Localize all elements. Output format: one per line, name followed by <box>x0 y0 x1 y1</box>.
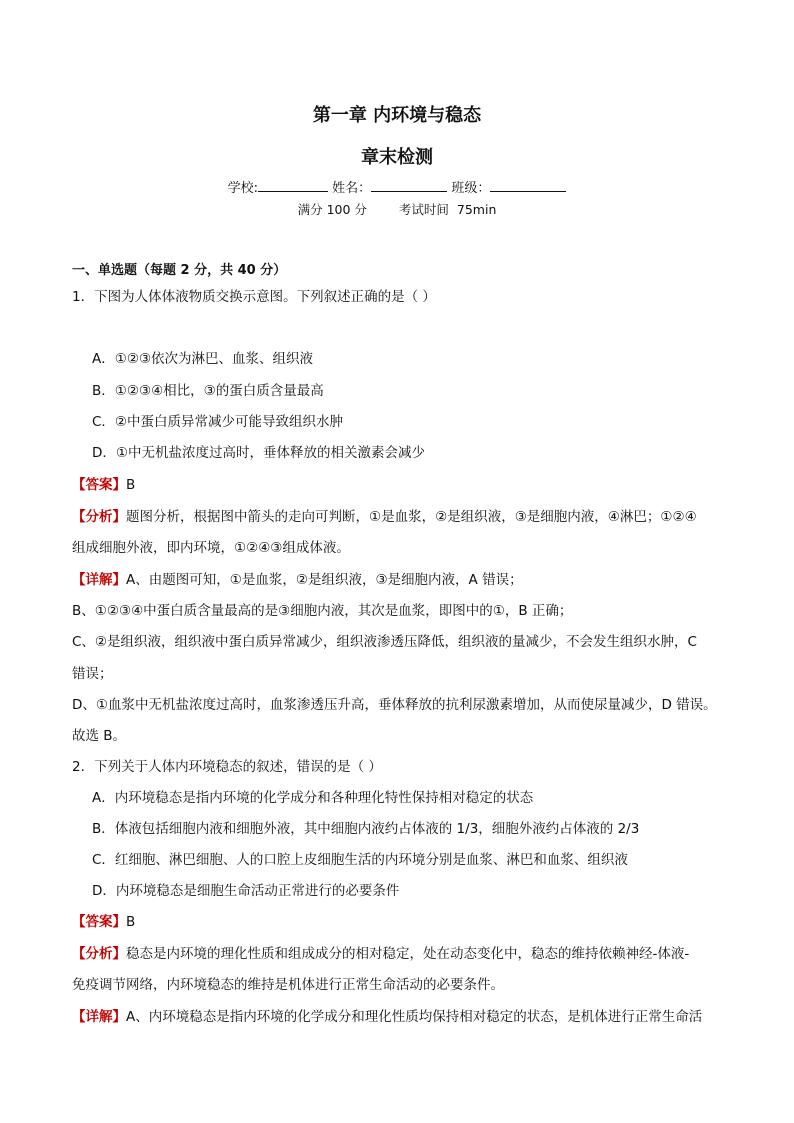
q2-answer-tag: 【答案】 <box>72 914 126 930</box>
q2-answer-value: B <box>126 914 136 930</box>
time-value: 75min <box>456 202 497 217</box>
q1-analysis-tag: 【分析】 <box>72 509 126 525</box>
q1-detail-line-1: A、由题图可知，①是血浆，②是组织液，③是细胞内液，A 错误； <box>126 572 523 588</box>
q2-detail-line-1: A、内环境稳态是指内环境的化学成分和理化性质均保持相对稳定的状态，是机体进行正常生命活 <box>126 1009 703 1025</box>
q1-detail-line-3: C、②是组织液，组织液中蛋白质异常减少，组织液渗透压降低，组织液的量减少，不会发生组织水肿，C <box>72 634 697 650</box>
class-blank <box>490 178 566 192</box>
q2-analysis-text-2: 免疫调节网络，内环境稳态的维持是机体进行正常生命活动的必要条件。 <box>72 977 504 993</box>
q1-analysis-text-1: 题图分析，根据图中箭头的走向可判断，①是血浆，②是组织液，③是细胞内液，④淋巴；①②④ <box>126 509 697 525</box>
name-label: 姓名： <box>332 181 372 196</box>
q2-analysis-tag: 【分析】 <box>72 946 126 962</box>
q1-answer-tag: 【答案】 <box>72 477 126 493</box>
q2-analysis <box>72 945 689 963</box>
class-label: 班级： <box>451 181 491 196</box>
q1-detail-tag: 【详解】 <box>72 572 126 588</box>
q1-detail-line-5: D、①血浆中无机盐浓度过高时，血浆渗透压升高，垂体释放的抗利尿激素增加，从而使尿量减少，D 错误。 <box>72 697 717 713</box>
q2-option-b: B．体液包括细胞内液和细胞外液，其中细胞内液约占体液的 1/3，细胞外液约占体液的 2/3 <box>92 821 640 837</box>
time-label: 考试时间 <box>398 202 449 217</box>
q1-analysis-text-2: 组成细胞外液，即内环境，①②④③组成体液。 <box>72 540 350 556</box>
page-subtitle: 章末检测 <box>361 147 433 168</box>
q1-detail-line-2: B、①②③④中蛋白质含量最高的是③细胞内液，其次是血浆，即图中的①，B 正确； <box>72 603 573 619</box>
section-heading: 一、单选题（每题 2 分，共 40 分） <box>72 263 287 278</box>
q2-option-d: D．内环境稳态是细胞生命活动正常进行的必要条件 <box>92 883 400 899</box>
q1-option-b: B．①②③④相比，③的蛋白质含量最高 <box>92 383 324 399</box>
q2-analysis-text-1: 稳态是内环境的理化性质和组成成分的相对稳定，处在动态变化中，稳态的维持依赖神经-体液- <box>126 946 690 962</box>
q1-detail-line-4: 错误； <box>72 666 113 682</box>
q1-conclusion: 故选 B。 <box>72 728 127 744</box>
q1-analysis <box>72 508 697 526</box>
q2-answer <box>72 913 135 931</box>
q1-answer <box>72 476 135 494</box>
q1-option-a: A．①②③依次为淋巴、血浆、组织液 <box>92 351 314 367</box>
question-2-stem: 2．下列关于人体内环境稳态的叙述，错误的是（ ） <box>72 759 382 775</box>
name-blank <box>371 178 447 192</box>
q1-answer-value: B <box>126 477 136 493</box>
school-label: 学校: <box>227 181 259 196</box>
school-blank <box>258 178 328 192</box>
student-info-row <box>0 178 794 198</box>
exam-info-row <box>0 201 794 219</box>
score-info: 满分 100 分 <box>297 202 367 217</box>
q2-detail <box>72 1008 702 1026</box>
q1-option-c: C．②中蛋白质异常减少可能导致组织水肿 <box>92 414 344 430</box>
question-1-stem: 1．下图为人体体液物质交换示意图。下列叙述正确的是（ ） <box>72 289 436 305</box>
q2-detail-tag: 【详解】 <box>72 1009 126 1025</box>
q2-option-c: C．红细胞、淋巴细胞、人的口腔上皮细胞生活的内环境分别是血浆、淋巴和血浆、组织液 <box>92 852 628 868</box>
q2-option-a: A．内环境稳态是指内环境的化学成分和各种理化特性保持相对稳定的状态 <box>92 790 534 806</box>
q1-option-d: D．①中无机盐浓度过高时，垂体释放的相关激素会减少 <box>92 445 425 461</box>
page-title: 第一章 内环境与稳态 <box>312 105 482 126</box>
q1-detail <box>72 571 523 589</box>
